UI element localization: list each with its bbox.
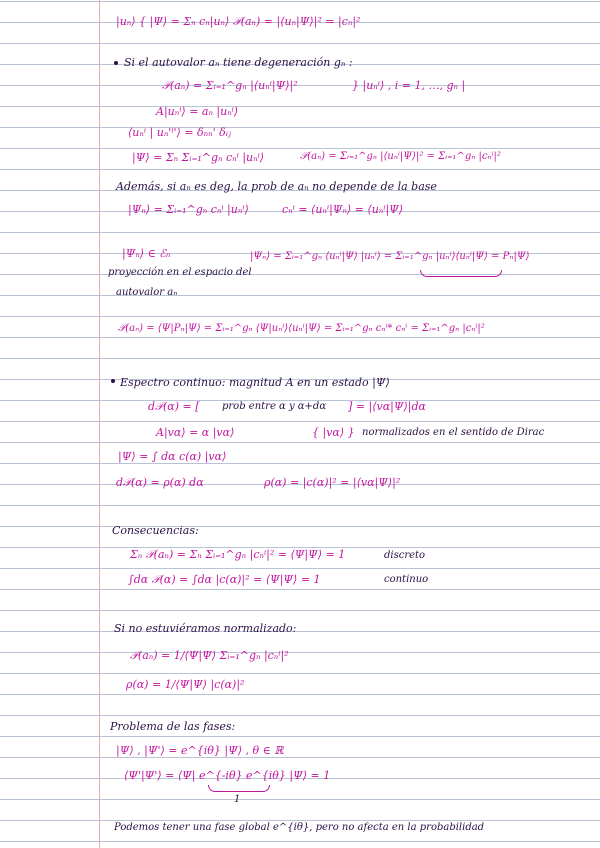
note-line-19: Σₙ 𝒫(aₙ) = Σₙ Σᵢ₌₁^gₙ |cₙⁱ|² = ⟨Ψ|Ψ⟩ = 1	[130, 548, 346, 561]
note-line-9b: |Ψₙ⟩ = Σᵢ₌₁^gₙ ⟨uₙⁱ|Ψ⟩ |uₙⁱ⟩ = Σᵢ₌₁^gₙ |uₙⁱ⟩⟨uₙⁱ|Ψ⟩ = Pₙ|Ψ⟩	[250, 251, 530, 262]
bullet-continuous-spectrum	[111, 379, 115, 383]
note-line-12: 𝒫(aₙ) = ⟨Ψ|Pₙ|Ψ⟩ = Σᵢ₌₁^gₙ ⟨Ψ|uₙⁱ⟩⟨uₙⁱ|Ψ⟩ = Σᵢ₌₁^gₙ cₙⁱ* cₙⁱ = Σᵢ₌₁^gₙ |cₙⁱ|²	[118, 323, 485, 334]
note-line-6: |Ψ⟩ = Σₙ Σᵢ₌₁^gₙ cₙⁱ |uₙⁱ⟩	[132, 151, 265, 164]
note-line-16: |Ψ⟩ = ∫ dα c(α) |vα⟩	[118, 450, 227, 463]
note-line-14c: ] = |⟨vα|Ψ⟩|dα	[348, 400, 426, 413]
note-line-23: ρ(α) = 1/⟨Ψ|Ψ⟩ |c(α)|²	[126, 678, 245, 691]
note-line-17: d𝒫(α) = ρ(α) dα	[116, 476, 204, 489]
note-line-26b: 1	[234, 794, 241, 805]
note-line-2: Si el autovalor aₙ tiene degeneración gₙ :	[124, 56, 353, 69]
underbrace-projector	[420, 270, 502, 277]
note-line-8: |Ψₙ⟩ = Σᵢ₌₁^gₙ cₙⁱ |uₙⁱ⟩	[128, 203, 249, 216]
note-line-8b: cₙⁱ = ⟨uₙⁱ|Ψₙ⟩ = ⟨uₙⁱ|Ψ⟩	[282, 203, 404, 216]
note-line-15c: normalizados en el sentido de Dirac	[362, 427, 545, 438]
note-line-20: ∫dα 𝒫(α) = ∫dα |c(α)|² = ⟨Ψ|Ψ⟩ = 1	[128, 573, 321, 586]
note-line-14a: d𝒫(α) = [	[148, 400, 200, 413]
bullet-degeneracy	[114, 61, 118, 65]
underbrace-phase	[208, 785, 270, 792]
note-line-10: proyección en el espacio del	[108, 267, 252, 278]
note-line-1: |uₙ⟩ { |Ψ⟩ = Σₙ cₙ|uₙ⟩ 𝒫(aₙ) = |⟨uₙ|Ψ⟩|² = |cₙ|²	[116, 15, 361, 28]
note-line-18: Consecuencias:	[112, 524, 199, 537]
note-line-7: Además, si aₙ es deg, la prob de aₙ no depende de la base	[116, 180, 437, 193]
note-line-17b: ρ(α) = |c(α)|² = |⟨vα|Ψ⟩|²	[264, 476, 401, 489]
note-line-3b: } |uₙⁱ⟩ , i = 1, …, gₙ |	[352, 79, 466, 92]
note-line-26: ⟨Ψ'|Ψ'⟩ = ⟨Ψ| e^{-iθ} e^{iθ} |Ψ⟩ = 1	[124, 769, 331, 782]
note-line-5: ⟨uₙⁱ | uₙ'ⁱ'⟩ = δₙₙ' δᵢⱼ	[128, 126, 231, 139]
note-line-3: 𝒫(aₙ) = Σᵢ₌₁^gₙ |⟨uₙⁱ|Ψ⟩|²	[162, 79, 298, 92]
note-line-22: 𝒫(aₙ) = 1/⟨Ψ|Ψ⟩ Σᵢ₌₁^gₙ |cₙⁱ|²	[130, 649, 289, 662]
note-line-9: |Ψₙ⟩ ∈ ℰₙ	[122, 247, 171, 260]
note-line-27: Podemos tener una fase global e^{iθ}, pero no afecta en la probabilidad	[114, 822, 485, 833]
note-line-14b: prob entre α y α+dα	[222, 401, 327, 412]
note-line-21: Si no estuviéramos normalizado:	[114, 622, 297, 635]
note-line-4: A|uₙⁱ⟩ = aₙ |uₙⁱ⟩	[156, 105, 239, 118]
note-line-25: |Ψ⟩ , |Ψ'⟩ = e^{iθ} |Ψ⟩ , θ ∈ ℝ	[116, 744, 284, 757]
note-line-20b: continuo	[384, 574, 429, 585]
note-line-19b: discreto	[384, 550, 426, 561]
note-line-15b: { |vα⟩ }	[312, 426, 355, 439]
note-line-24: Problema de las fases:	[110, 720, 236, 733]
note-line-11: autovalor aₙ	[116, 287, 178, 298]
note-line-6b: 𝒫(aₙ) = Σᵢ₌₁^gₙ |⟨uₙⁱ|Ψ⟩|² = Σᵢ₌₁^gₙ |cₙⁱ|²	[300, 151, 501, 162]
note-line-15a: A|vα⟩ = α |vα⟩	[156, 426, 235, 439]
note-line-13: Espectro continuo: magnitud A en un estado |Ψ⟩	[120, 376, 390, 389]
